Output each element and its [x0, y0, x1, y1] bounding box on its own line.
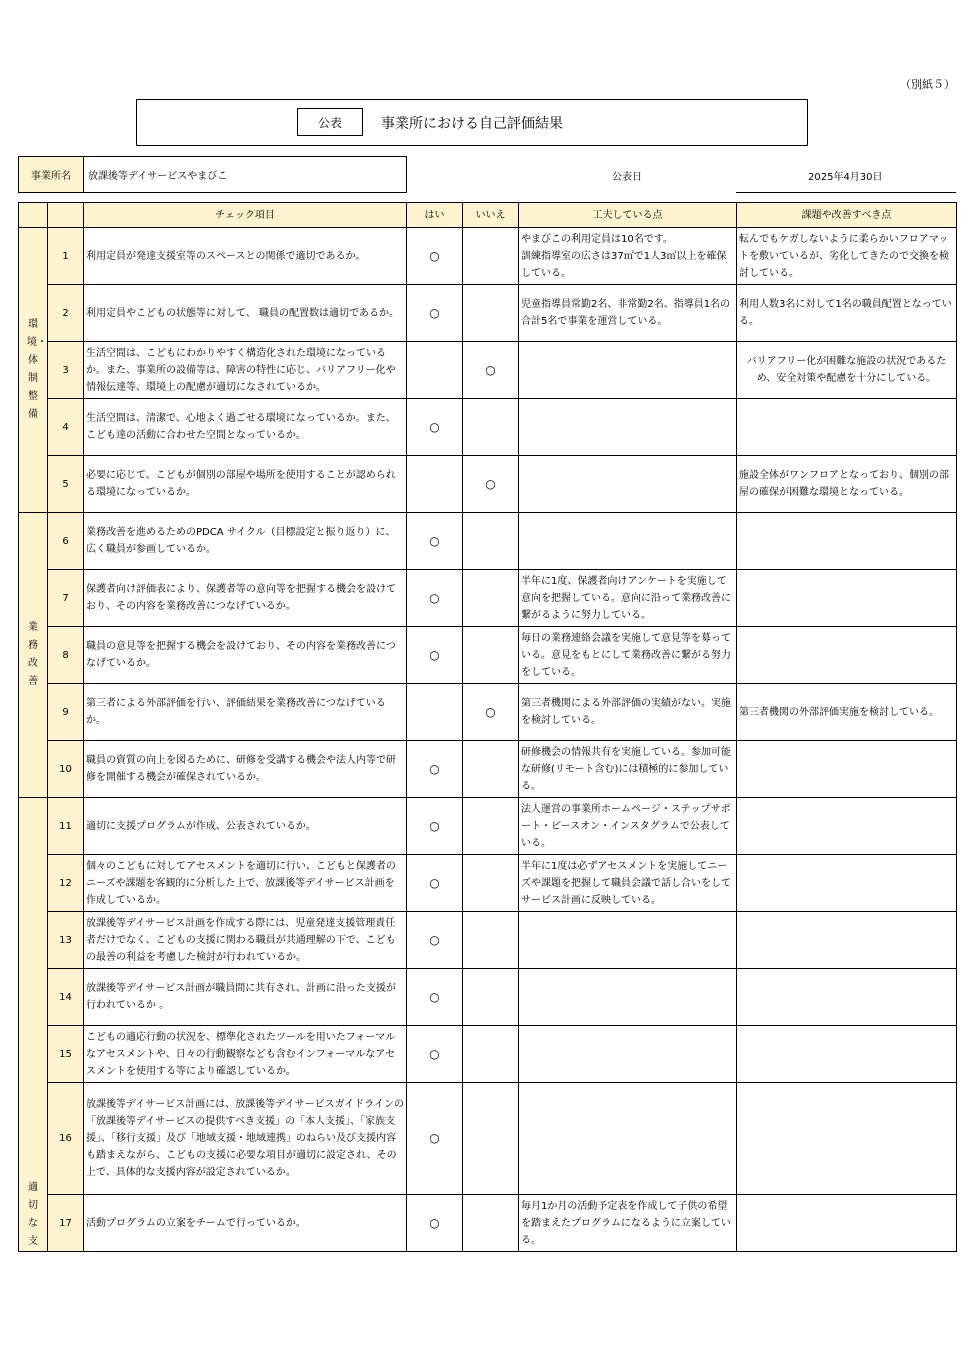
- yes-mark: ○: [407, 1195, 463, 1252]
- row-number: 5: [48, 456, 84, 513]
- row-number: 6: [48, 513, 84, 570]
- ingenuity-note: [519, 342, 737, 399]
- issue-note: [737, 969, 957, 1026]
- yes-mark: ○: [407, 399, 463, 456]
- category-label: 環境・体制整備: [27, 319, 47, 420]
- ingenuity-note: 研修機会の情報共有を実施している。参加可能な研修(リモート含む)には積極的に参加している。: [519, 741, 737, 798]
- ingenuity-note: [519, 1083, 737, 1195]
- ingenuity-note: [519, 969, 737, 1026]
- no-mark: ○: [463, 342, 519, 399]
- no-mark: [463, 399, 519, 456]
- no-mark: [463, 855, 519, 912]
- issue-note: 利用人数3名に対して1名の職員配置となっている。: [737, 285, 957, 342]
- check-item: 活動プログラムの立案をチームで行っているか。: [84, 1195, 407, 1252]
- issue-note: [737, 627, 957, 684]
- no-mark: [463, 912, 519, 969]
- category-cell: [19, 228, 48, 513]
- check-item: こどもの適応行動の状況を、標準化されたツールを用いたフォーマルなアセスメントや、日々の行動観察なども含むインフォーマルなアセスメントを使用する等により確認しているか。: [84, 1026, 407, 1083]
- yes-mark: ○: [407, 741, 463, 798]
- issue-note: [737, 513, 957, 570]
- table-row: [19, 285, 957, 342]
- no-mark: [463, 1083, 519, 1195]
- check-item: 放課後等デイサービス計画には、放課後等デイサービスガイドラインの「放課後等デイサービスの提供すべき支援」の「本人支援」、「家族支援」、「移行支援」及び「地域支援・地域連携」のねらい及び支援内容も踏まえながら、こどもの支援に必要な項目が適切に設定され、その上で、具体的な支援内容が設定されているか。: [84, 1083, 407, 1195]
- category-cell: [19, 798, 48, 1252]
- row-number: 3: [48, 342, 84, 399]
- table-row: [19, 342, 957, 399]
- publish-date-label: 公表日: [612, 172, 642, 183]
- ingenuity-note: 法人運営の事業所ホームページ・ステップサポート・ピースオン・インスタグラムで公表している。: [519, 798, 737, 855]
- table-row: [19, 1026, 957, 1083]
- row-number: 7: [48, 570, 84, 627]
- table-row: [19, 399, 957, 456]
- issue-note: [737, 1083, 957, 1195]
- table-body: [19, 228, 957, 1252]
- no-mark: [463, 627, 519, 684]
- no-mark: [463, 798, 519, 855]
- yes-mark: [407, 456, 463, 513]
- check-item: 個々のこどもに対してアセスメントを適切に行い、こどもと保護者のニーズや課題を客観的に分析した上で、放課後等デイサービス計画を作成しているか。: [84, 855, 407, 912]
- check-item: 適切に支援プログラムが作成、公表されているか。: [84, 798, 407, 855]
- check-item: 生活空間は、清潔で、心地よく過ごせる環境になっているか。また、こども達の活動に合わせた空間となっているか。: [84, 399, 407, 456]
- header-ingenuity: 工夫している点: [519, 203, 737, 228]
- ingenuity-note: やまびこの利用定員は10名です。 訓練指導室の広さは37㎡で1人3㎡以上を確保している。: [519, 228, 737, 285]
- ingenuity-note: [519, 513, 737, 570]
- no-mark: [463, 1026, 519, 1083]
- table-row: [19, 912, 957, 969]
- issue-note: [737, 1195, 957, 1252]
- table-row: [19, 456, 957, 513]
- row-number: 14: [48, 969, 84, 1026]
- no-mark: [463, 228, 519, 285]
- publish-date-value: 2025年4月30日: [808, 172, 883, 183]
- yes-mark: ○: [407, 855, 463, 912]
- no-mark: [463, 969, 519, 1026]
- row-number: 13: [48, 912, 84, 969]
- yes-mark: ○: [407, 285, 463, 342]
- table-row: [19, 1083, 957, 1195]
- no-mark: [463, 570, 519, 627]
- yes-mark: [407, 342, 463, 399]
- ingenuity-note: 半年に1度は必ずアセスメントを実施してニーズや課題を把握して職員会議で話し合いをしてサービス計画に反映している。: [519, 855, 737, 912]
- no-mark: [463, 741, 519, 798]
- ingenuity-note: [519, 399, 737, 456]
- category-label: 適切な支: [28, 1182, 38, 1247]
- check-item: 保護者向け評価表により、保護者等の意向等を把握する機会を設けており、その内容を業務改善につなげているか。: [84, 570, 407, 627]
- ingenuity-note: 毎月1か月の活動予定表を作成して子供の希望を踏まえたプログラムになるように立案している。: [519, 1195, 737, 1252]
- yes-mark: [407, 684, 463, 741]
- row-number: 10: [48, 741, 84, 798]
- header-yes: はい: [407, 203, 463, 228]
- issue-note: 転んでもケガしないように柔らかいフロアマットを敷いているが、劣化してきたので交換を検討している。: [737, 228, 957, 285]
- issue-note: [737, 1026, 957, 1083]
- evaluation-table: [18, 202, 957, 1252]
- yes-mark: ○: [407, 912, 463, 969]
- no-mark: [463, 285, 519, 342]
- header-check-item: チェック項目: [84, 203, 407, 228]
- table-header-row: [19, 203, 957, 228]
- issue-note: [737, 570, 957, 627]
- yes-mark: ○: [407, 513, 463, 570]
- ingenuity-note: [519, 912, 737, 969]
- ingenuity-note: 児童指導員常勤2名、非常勤2名、指導員1名の合計5名で事業を運営している。: [519, 285, 737, 342]
- header-issues: 課題や改善すべき点: [737, 203, 957, 228]
- no-mark: [463, 1195, 519, 1252]
- check-item: 職員の意見等を把握する機会を設けており、その内容を業務改善につなげているか。: [84, 627, 407, 684]
- table-row: [19, 513, 957, 570]
- issue-note: バリアフリー化が困難な施設の状況であるため、安全対策や配慮を十分にしている。: [737, 342, 957, 399]
- table-row: [19, 228, 957, 285]
- publication-label: 公表: [297, 108, 363, 136]
- header-no: いいえ: [463, 203, 519, 228]
- row-number: 4: [48, 399, 84, 456]
- yes-mark: ○: [407, 969, 463, 1026]
- check-item: 生活空間は、こどもにわかりやすく構造化された環境になっているか。また、事業所の設備等は、障害の特性に応じ、バリアフリー化や情報伝達等、環境上の配慮が適切になされているか。: [84, 342, 407, 399]
- row-number: 11: [48, 798, 84, 855]
- row-number: 9: [48, 684, 84, 741]
- check-item: 放課後等デイサービス計画を作成する際には、児童発達支援管理責任者だけでなく、こどもの支援に関わる職員が共通理解の下で、こどもの最善の利益を考慮した検討が行われているか。: [84, 912, 407, 969]
- row-number: 15: [48, 1026, 84, 1083]
- annex-label: （別紙５）: [900, 78, 955, 91]
- ingenuity-note: 半年に1度、保護者向けアンケートを実施して意向を把握している。意向に沿って業務改善に繋がるように努力している。: [519, 570, 737, 627]
- check-item: 業務改善を進めるためのPDCA サイクル（目標設定と振り返り）に、広く職員が参画しているか。: [84, 513, 407, 570]
- category-cell: [19, 513, 48, 798]
- check-item: 職員の資質の向上を図るために、研修を受講する機会や法人内等で研修を開催する機会が確保されているか。: [84, 741, 407, 798]
- check-item: 利用定員やこどもの状態等に対して、 職員の配置数は適切であるか。: [84, 285, 407, 342]
- yes-mark: ○: [407, 228, 463, 285]
- ingenuity-note: 第三者機関による外部評価の実績がない。実施を検討している。: [519, 684, 737, 741]
- issue-note: [737, 399, 957, 456]
- office-name-value: 放課後等デイサービスやまびこ: [88, 171, 228, 182]
- yes-mark: ○: [407, 1026, 463, 1083]
- yes-mark: ○: [407, 1083, 463, 1195]
- ingenuity-note: [519, 456, 737, 513]
- issue-note: 第三者機関の外部評価実施を検討している。: [737, 684, 957, 741]
- check-item: 利用定員が発達支援室等のスペースとの関係で適切であるか。: [84, 228, 407, 285]
- table-row: [19, 684, 957, 741]
- office-name-label: 事業所名: [19, 157, 84, 192]
- table-row: [19, 741, 957, 798]
- ingenuity-note: 毎日の業務連絡会議を実施して意見等を募っている。意見をもとにして業務改善に繋がる努力をしている。: [519, 627, 737, 684]
- table-row: [19, 855, 957, 912]
- row-number: 16: [48, 1083, 84, 1195]
- row-number: 12: [48, 855, 84, 912]
- issue-note: [737, 741, 957, 798]
- header-category: [19, 203, 48, 228]
- table-row: [19, 570, 957, 627]
- yes-mark: ○: [407, 798, 463, 855]
- page-title: 事業所における自己評価結果: [381, 116, 563, 132]
- no-mark: ○: [463, 684, 519, 741]
- yes-mark: ○: [407, 570, 463, 627]
- issue-note: [737, 855, 957, 912]
- ingenuity-note: [519, 1026, 737, 1083]
- header-number: [48, 203, 84, 228]
- issue-note: 施設全体がワンフロアとなっており、個別の部屋の確保が困難な環境となっている。: [737, 456, 957, 513]
- table-row: [19, 627, 957, 684]
- table-row: [19, 1195, 957, 1252]
- row-number: 17: [48, 1195, 84, 1252]
- row-number: 8: [48, 627, 84, 684]
- no-mark: [463, 513, 519, 570]
- check-item: 必要に応じて、こどもが個別の部屋や場所を使用することが認められる環境になっているか。: [84, 456, 407, 513]
- yes-mark: ○: [407, 627, 463, 684]
- row-number: 1: [48, 228, 84, 285]
- category-label: 業務改善: [28, 622, 38, 687]
- issue-note: [737, 912, 957, 969]
- issue-note: [737, 798, 957, 855]
- row-number: 2: [48, 285, 84, 342]
- check-item: 放課後等デイサービス計画が職員間に共有され、計画に沿った支援が行われているか 。: [84, 969, 407, 1026]
- table-row: [19, 969, 957, 1026]
- table-row: [19, 798, 957, 855]
- no-mark: ○: [463, 456, 519, 513]
- check-item: 第三者による外部評価を行い、評価結果を業務改善につなげているか。: [84, 684, 407, 741]
